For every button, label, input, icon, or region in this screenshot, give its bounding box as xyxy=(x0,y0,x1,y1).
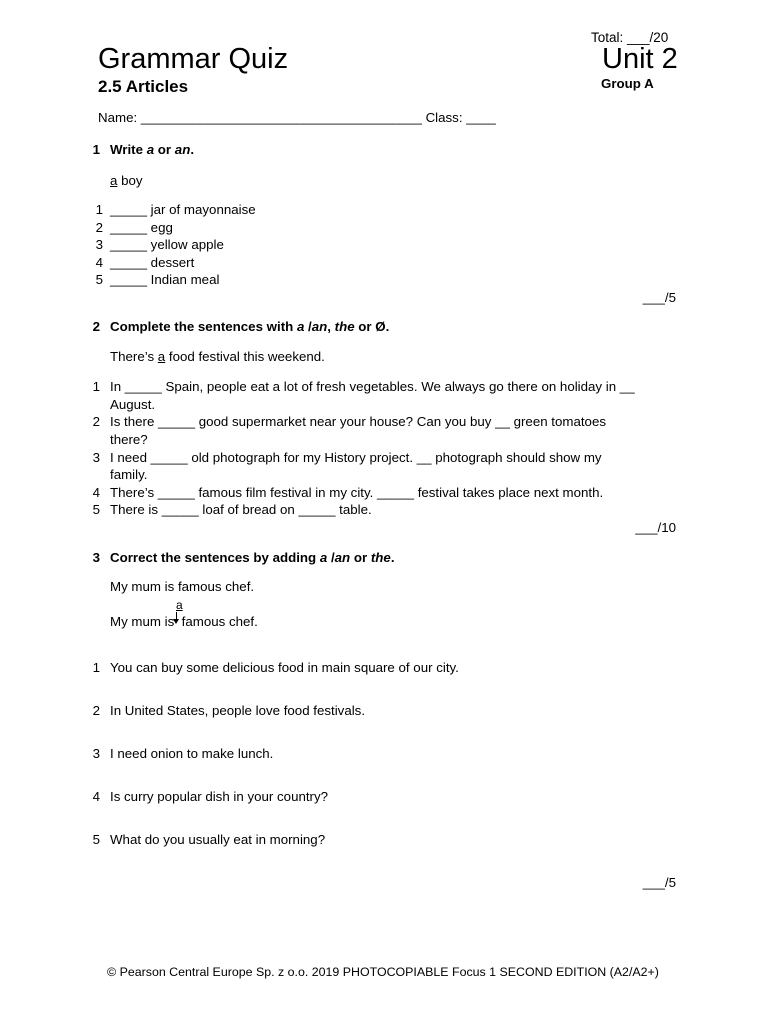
item-number: 1 xyxy=(92,379,100,394)
unit-label: Unit 2 xyxy=(602,43,678,75)
copyright-footer: © Pearson Central Europe Sp. z o.o. 2019 PHOTOCOPIABLE Focus 1 SECOND EDITION (A2/A2+) xyxy=(107,965,659,979)
list-item: Is curry popular dish in your country? xyxy=(110,789,329,804)
sentence-line: In _____ Spain, people eat a lot of fresh vegetables. We always go there on holiday in __ xyxy=(110,379,635,394)
sentence-line: August. xyxy=(110,397,156,412)
list-item: _____ egg xyxy=(110,220,173,235)
exercise-3-example-corrected: My mum is famous chef. xyxy=(110,614,258,629)
item-number: 5 xyxy=(95,272,103,287)
exercise-1-example: a boy xyxy=(110,173,143,188)
exercise-3-number: 3 xyxy=(92,550,100,565)
list-item: _____ Indian meal xyxy=(110,272,220,287)
exercise-1-instruction: Write a or an. xyxy=(110,142,195,157)
exercise-2-number: 2 xyxy=(92,319,100,334)
sentence-line: there? xyxy=(110,432,148,447)
page-title: Grammar Quiz xyxy=(98,43,289,75)
page-subtitle: 2.5 Articles xyxy=(98,77,189,96)
exercise-2-example: There’s a food festival this weekend. xyxy=(110,349,325,364)
exercise-3-score: ___/5 xyxy=(642,875,676,890)
name-class-line: Name: ______________________________________ Class: ____ xyxy=(98,110,496,125)
list-item: _____ dessert xyxy=(110,255,195,270)
sentence-line: I need _____ old photograph for my History project. __ photograph should show my xyxy=(110,450,602,465)
exercise-1-score: ___/5 xyxy=(642,290,676,305)
sentence-line: Is there _____ good supermarket near your house? Can you buy __ green tomatoes xyxy=(110,414,606,429)
sentence-line: There is _____ loaf of bread on _____ table. xyxy=(110,502,372,517)
item-number: 2 xyxy=(95,220,103,235)
item-number: 4 xyxy=(95,255,103,270)
list-item: In United States, people love food festivals. xyxy=(110,703,366,718)
item-number: 4 xyxy=(92,485,100,500)
exercise-3-instruction: Correct the sentences by adding a /an or the. xyxy=(110,550,395,565)
list-item: _____ yellow apple xyxy=(110,237,224,252)
exercise-2-instruction: Complete the sentences with a /an, the or Ø. xyxy=(110,319,390,334)
sentence-line: family. xyxy=(110,467,148,482)
sentence-line: There’s _____ famous film festival in my city. _____ festival takes place next month. xyxy=(110,485,604,500)
item-number: 5 xyxy=(92,502,100,517)
total-score: Total: ___/20 xyxy=(591,30,669,45)
item-number: 3 xyxy=(92,450,100,465)
exercise-1-number: 1 xyxy=(92,142,100,157)
example-insert-article: a xyxy=(176,598,183,612)
item-number: 4 xyxy=(92,789,100,804)
list-item: _____ jar of mayonnaise xyxy=(110,202,256,217)
item-number: 5 xyxy=(92,832,100,847)
list-item: I need onion to make lunch. xyxy=(110,746,274,761)
exercise-2-score: ___/10 xyxy=(635,520,676,535)
item-number: 1 xyxy=(95,202,103,217)
item-number: 1 xyxy=(92,660,100,675)
list-item: What do you usually eat in morning? xyxy=(110,832,326,847)
list-item: You can buy some delicious food in main square of our city. xyxy=(110,660,459,675)
item-number: 2 xyxy=(92,414,100,429)
item-number: 3 xyxy=(95,237,103,252)
item-number: 2 xyxy=(92,703,100,718)
exercise-3-example-wrong: My mum is famous chef. xyxy=(110,579,255,594)
item-number: 3 xyxy=(92,746,100,761)
group-label: Group A xyxy=(601,76,654,91)
